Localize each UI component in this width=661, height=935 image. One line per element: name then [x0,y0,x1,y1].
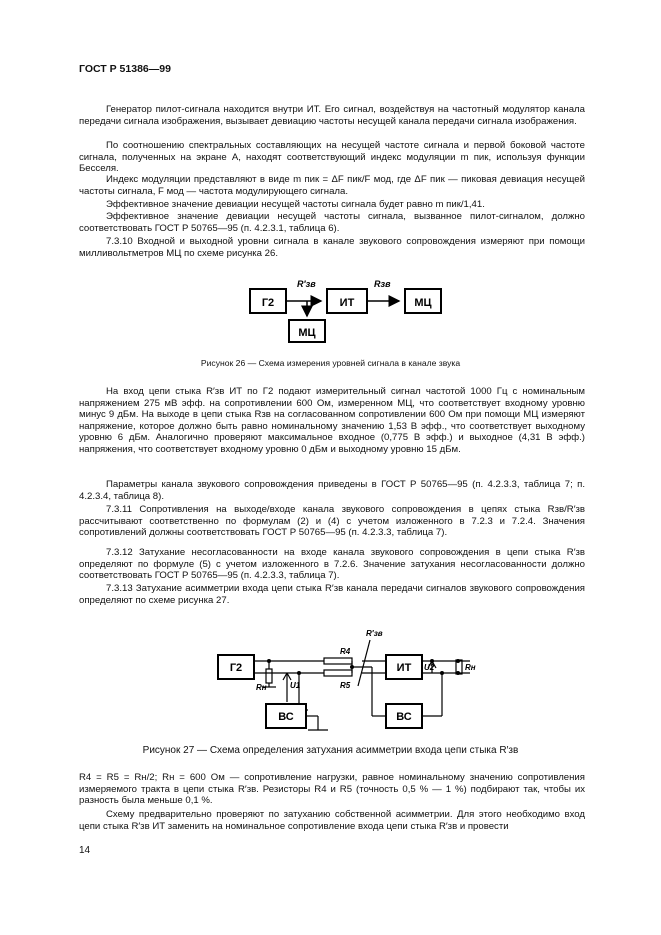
r-out-label: Rзв [374,279,391,289]
g2-label: Г2 [229,662,243,674]
it-label: ИТ [396,662,412,674]
it-label: ИТ [339,297,355,309]
document-header: ГОСТ Р 51386—99 [79,63,171,75]
g2-label: Г2 [261,297,275,309]
r-in-label: R′зв [297,279,316,289]
rh-label: Rн [256,683,267,692]
r-in-label: R′зв [366,629,383,638]
paragraph-modulation-index: Индекс модуляции представляют в виде m пик = ΔF пик/F мод, где ΔF пик — пиковая девиация несущей частоты сигнала, F мод — частота модулирующего сигнала. [79,174,585,197]
paragraph-pilot-signal: Генератор пилот-сигнала находится внутри ИТ. Его сигнал, воздействуя на частотный модулятор канала передачи сигнала изображения, вызывает девиацию частоты несущей канала передачи сигнала изображения. [79,104,585,127]
r5-resistor [324,670,352,676]
figure-26-diagram [0,274,661,344]
paragraph-7-3-10: 7.3.10 Входной и выходной уровни сигнала в канале звукового сопровождения измеряют при помощи милливольтметров МЦ по схеме рисунка 26. [79,236,585,259]
paragraph-sound-parameters: Параметры канала звукового сопровождения приведены в ГОСТ Р 50765—95 (п. 4.2.3.3, таблица 7; п. 4.2.3.4, таблица 8). [79,479,585,502]
paragraph-7-3-11: 7.3.11 Сопротивления на выходе/входе канала звукового сопровождения в цепях стыка Rзв/R′зв рассчитывают соответственно по формулам (2) и (4) с учетом изложенного в 7.2.3 и 7.2.4. Значения сопротивлений должны соответствовать ГОСТ Р 50765—95 (п. 4.2.3.3, таблица 7). [79,504,585,539]
paragraph-input-output-levels: На вход цепи стыка R′зв ИТ по Г2 подают измерительный сигнал частотой 1000 Гц с номинальным напряжением 275 мВ эфф. на сопротивлении 600 Ом, измеренном МЦ, что соответствует входному уровню минус 9 дБм. На выходе в цепи стыка Rзв на согласованном сопротивлении 600 Ом при помощи МЦ измеряют напряжение, которое должно быть равно номинальному значению 1,53 В эфф., что соответствует выходному уровню 6 дБм. Аналогично проверяют максимальное входное (0,775 В эфф.) и выходное (4,31 В эфф.) напряжения, что соответствует входному уровню 0 дБм и выходному уровню 15 дБм. [79,386,585,455]
paragraph-effective-deviation: Эффективное значение девиации несущей частоты сигнала будет равно m пик/1,41. [106,199,485,210]
paragraph-resistors: R4 = R5 = Rн/2; Rн = 600 Ом — сопротивление нагрузки, равное номинальному значению сопротивления измеряемого тракта в цепи стыка R′зв. Резисторы R4 и R5 (точность 0,5 % — 1 %) подбирают так, чтобы их разность была меньше 0,1 %. [79,772,585,807]
rh-resistor [266,669,272,683]
figure-27-caption: Рисунок 27 — Схема определения затухания асимметрии входа цепи стыка R′зв [142,745,519,756]
figure-27-diagram [0,618,661,740]
paragraph-preliminary-check: Схему предварительно проверяют по затуханию собственной асимметрии. Для этого необходимо вход цепи стыка R′зв ИТ заменить на номинальное сопротивление входа цепи стыка R′зв и провести [79,809,585,832]
rn-label: Rн [465,663,476,672]
paragraph-7-3-12: 7.3.12 Затухание несогласованности на входе канала звукового сопровождения в цепи стыка R′зв определяют по формуле (5) с учетом изложенного в 7.2.6. Значение затухания несогласованности должно соответствовать ГОСТ Р 50765—95 (п. 4.2.3.3, таблица 7). [79,547,585,582]
figure-26-caption: Рисунок 26 — Схема измерения уровней сигнала в канале звука [200,358,461,368]
vs-left-label: ВС [278,711,294,723]
mc-bottom-label: МЦ [298,327,316,339]
vs-right-label: ВС [396,711,412,723]
paragraph-pilot-deviation: Эффективное значение девиации несущей частоты сигнала, вызванное пилот-сигналом, должно соответствовать ГОСТ Р 50765—95 (п. 4.2.3.1, таблица 6). [79,211,585,234]
r5-label: R5 [340,681,351,690]
u1-label: U1 [290,681,301,690]
paragraph-spectral-ratio: По соотношению спектральных составляющих на несущей частоте сигнала и первой боковой частоте сигнала, полученных на экране А, находят соответствующий индекс модуляции m пик, используя функции Бесселя. [79,140,585,175]
r4-label: R4 [340,647,351,656]
r4-resistor [324,658,352,664]
u2-label: U2 [424,663,435,672]
mc-right-label: МЦ [414,297,432,309]
paragraph-7-3-13: 7.3.13 Затухание асимметрии входа цепи стыка R′зв канала передачи сигналов звукового сопровождения определяют по схеме рисунка 27. [79,583,585,606]
page-number: 14 [79,845,91,856]
